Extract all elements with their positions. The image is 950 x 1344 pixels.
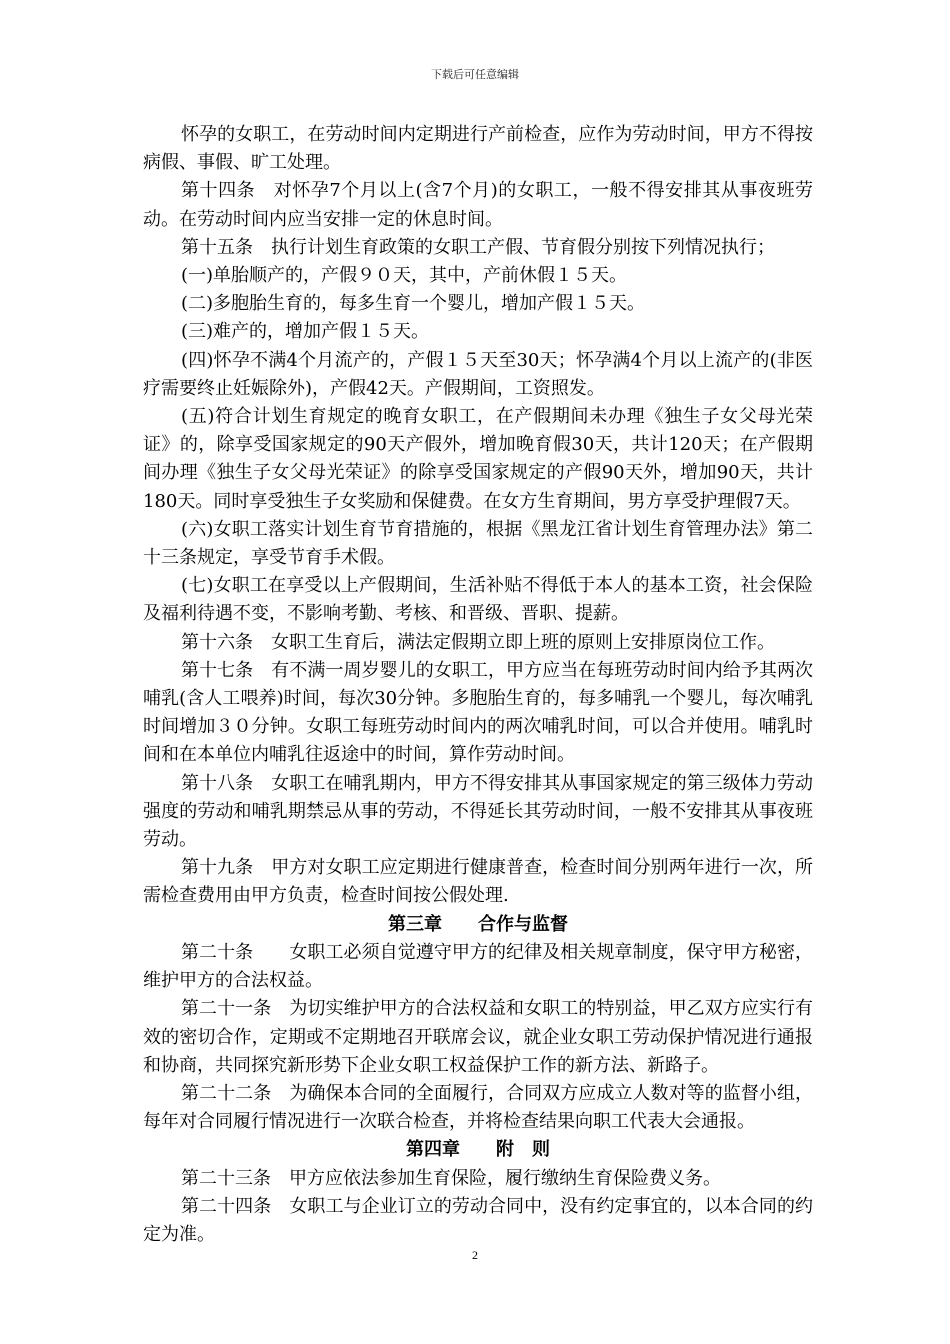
paragraph: (六)女职工落实计划生育节育措施的，根据《黑龙江省计划生育管理办法》第二十三条规定，享受节育手术假。: [143, 518, 813, 569]
paragraph: 第十四条 对怀孕7个月以上(含7个月)的女职工，一般不得安排其从事夜班劳动。在劳动时间内应当安排一定的休息时间。: [143, 180, 813, 230]
paragraph: 第二十二条 为确保本合同的全面履行，合同双方应成立人数对等的监督小组，每年对合同履行情况进行一次联合检查，并将检查结果向职工代表大会通报。: [143, 1082, 813, 1133]
paragraph: (一)单胎顺产的，产假９０天，其中，产前休假１５天。: [181, 265, 628, 287]
paragraph: 第十五条 执行计划生育政策的女职工产假、节育假分别按下列情况执行；: [181, 236, 775, 258]
paragraph: 第二十四条 女职工与企业订立的劳动合同中，没有约定事宜的，以本合同的约定为准。: [143, 1195, 813, 1245]
paragraph: 第十九条 甲方对女职工应定期进行健康普查，检查时间分别两年进行一次，所需检查费用由甲方负责，检查时间按公假处理.: [143, 857, 813, 907]
paragraph: (七)女职工在享受以上产假期间，生活补贴不得低于本人的基本工资，社会保险及福利待遇不变，不影响考勤、考核、和晋级、晋职、提薪。: [143, 575, 813, 625]
page-number: 2: [472, 1248, 478, 1262]
paragraph: (二)多胞胎生育的，每多生育一个婴儿，增加产假１５天。: [181, 293, 646, 315]
document-body: [143, 121, 813, 1249]
paragraph: (五)符合计划生育规定的晚育女职工，在产假期间未办理《独生子女父母光荣证》的，除享受国家规定的90天产假外，增加晚育假30天，共计120天；在产假期间办理《独生子女父母光荣证》的除享受国家规定的产假90天外，增加90天，共计180天。同时享受独生子女奖励和保健费。在女方生育期间，男方享受护理假7天。: [143, 406, 813, 512]
chapter-heading: 第三章 合作与监督: [388, 913, 568, 935]
paragraph: 第十七条 有不满一周岁婴儿的女职工，甲方应当在每班劳动时间内给予其两次哺乳(含人工喂养)时间，每次30分钟。多胞胎生育的，每多哺乳一个婴儿，每次哺乳时间增加３０分钟。女职工每班劳动时间内的两次哺乳时间，可以合并使用。哺乳时间和在本单位内哺乳往返途中的时间，算作劳动时间。: [143, 659, 813, 766]
paragraph: 第二十条 女职工必须自觉遵守甲方的纪律及相关规章制度，保守甲方秘密，维护甲方的合法权益。: [143, 941, 813, 992]
page-header: 下载后可任意编辑: [431, 68, 519, 81]
paragraph: 第十八条 女职工在哺乳期内，甲方不得安排其从事国家规定的第三级体力劳动强度的劳动和哺乳期禁忌从事的劳动，不得延长其劳动时间，一般不安排其从事夜班劳动。: [143, 772, 813, 851]
chapter-heading: 第四章 附 则: [406, 1139, 550, 1161]
paragraph: 怀孕的女职工，在劳动时间内定期进行产前检查，应作为劳动时间，甲方不得按病假、事假、旷工处理。: [143, 124, 813, 174]
paragraph: (三)难产的，增加产假１５天。: [181, 321, 430, 343]
paragraph: (四)怀孕不满4个月流产的，产假１５天至30天；怀孕满4个月以上流产的(非医疗需要终止妊娠除外)，产假42天。产假期间，工资照发。: [143, 349, 813, 399]
paragraph: 第二十三条 甲方应依法参加生育保险，履行缴纳生育保险费义务。: [181, 1167, 721, 1189]
paragraph: 第二十一条 为切实维护甲方的合法权益和女职工的特别益，甲乙双方应实行有效的密切合作，定期或不定期地召开联席会议，就企业女职工劳动保护情况进行通报和协商，共同探究新形势下企业女职工权益保护工作的新方法、新路子。: [143, 998, 813, 1076]
paragraph: 第十六条 女职工生育后，满法定假期立即上班的原则上安排原岗位工作。: [181, 631, 775, 653]
